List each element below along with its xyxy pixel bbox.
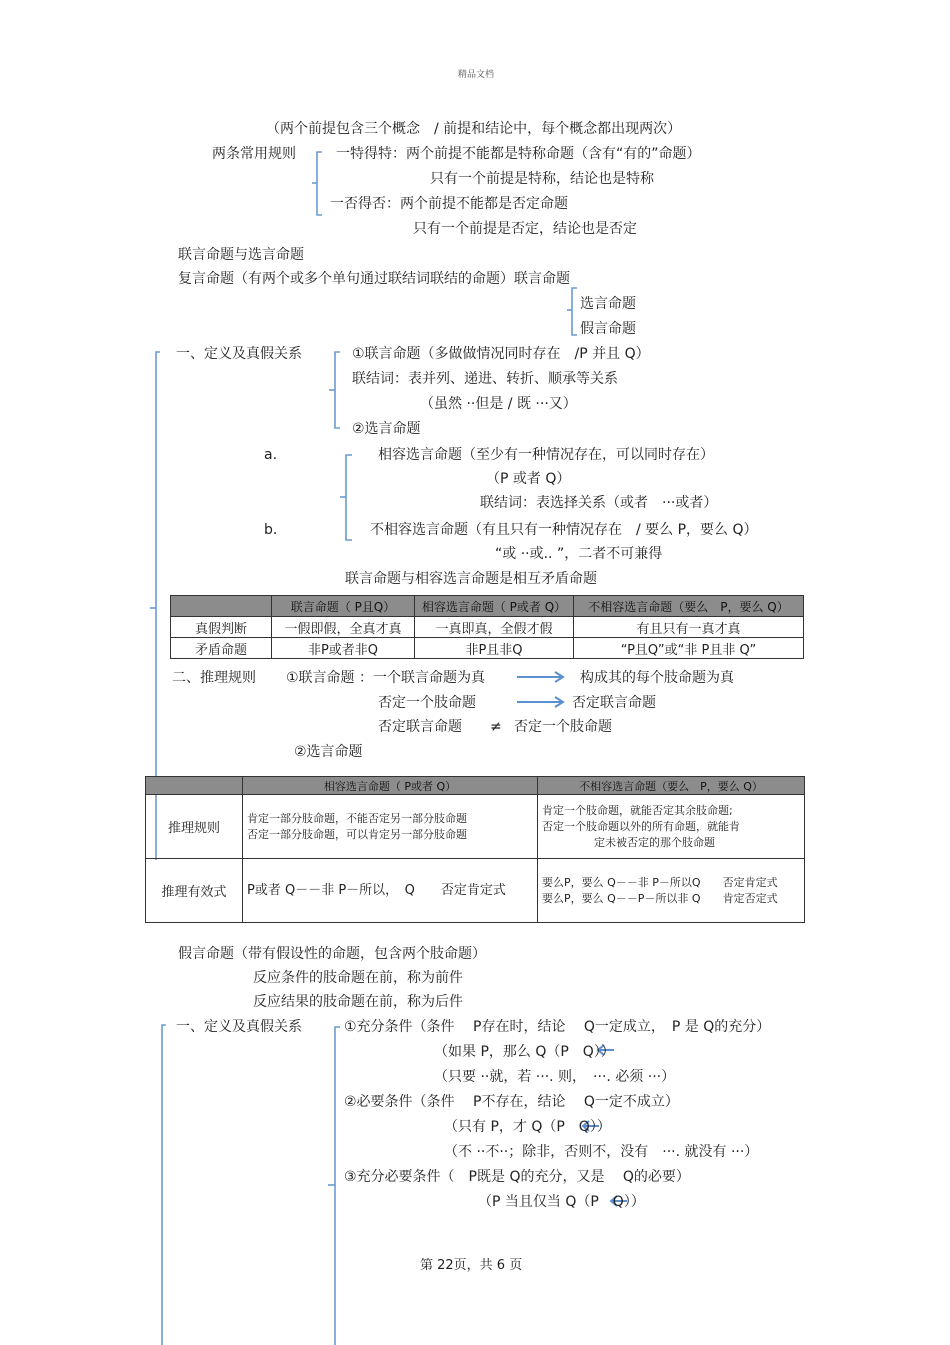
consequent-def: 反应结果的肢命题在前，称为后件 — [253, 994, 463, 1010]
connective-example: （虽然 ··但是 / 既 ···又） — [420, 396, 577, 412]
cell-line: 要么P，要么 Q－－非 P－所以Q 否定肯定式 — [542, 875, 778, 889]
not-equal-icon: ≠ — [490, 719, 502, 735]
table-header: 相容选言命题（ P或者 Q） — [243, 777, 538, 795]
rule-conj-1b: 构成其的每个肢命题为真 — [580, 670, 734, 686]
necessary-words: （不 ··不··；除非，否则不，没有 ···. 就没有 ···） — [444, 1144, 759, 1160]
compound-proposition: 复言命题（有两个或多个单句通过联结词联结的命题）联言命题 — [178, 271, 570, 287]
rule-disj-title: ②选言命题 — [294, 744, 363, 760]
table-row — [146, 859, 805, 923]
rules-title: 两条常用规则 — [212, 146, 296, 162]
hypothetical-title: 假言命题（带有假设性的命题，包含两个肢命题） — [178, 946, 486, 962]
disjunctive-item: 选言命题 — [580, 296, 636, 312]
page-header: 精品文档 — [458, 70, 495, 80]
table-cell — [538, 795, 805, 859]
rule-negative-sub: 只有一个前提是否定，结论也是否定 — [413, 221, 637, 237]
incompatible-def: 不相容选言命题（有且只有一种情况存在 / 要么 P，要么 Q） — [370, 522, 758, 538]
connective-def: 联结词：表并列、递进、转折、顺承等关系 — [352, 371, 618, 387]
sufficient-necessary-condition: ③充分必要条件（ P既是 Q的充分，又是 Q的必要） — [344, 1169, 690, 1185]
rule-conj-3b: 否定一个肢命题 — [514, 719, 612, 735]
table-row — [171, 638, 804, 659]
rule-conj-2a: 否定一个肢命题 — [378, 695, 476, 711]
hypothetical-item: 假言命题 — [580, 321, 636, 337]
table-cell: 推理有效式 — [146, 859, 243, 923]
rule-conj-3a: 否定联言命题 — [378, 719, 462, 735]
table-cell: 真假判断 — [171, 617, 272, 638]
section-title: 联言命题与选言命题 — [178, 247, 304, 263]
table-cell: 一真即真，全假才假 — [415, 617, 574, 638]
sufficient-necessary-form: （P 当且仅当 Q（P Q）） — [478, 1194, 645, 1210]
brace-rules — [317, 152, 322, 215]
incompatible-note: “或 ··或.. ”，二者不可兼得 — [495, 546, 663, 562]
table-header — [146, 777, 243, 795]
brace-conditions — [335, 1027, 340, 1345]
table-cell: “P且Q”或“非 P且非 Q” — [574, 638, 804, 659]
page-footer: 第 22页，共 6 页 — [420, 1258, 523, 1273]
arrow-icon — [517, 697, 563, 707]
cell-line: 肯定一部分肢命题，不能否定另一部分肢命题 — [247, 811, 467, 825]
rule-special: 一特得特：两个前提不能都是特称命题（含有“有的”命题） — [336, 146, 701, 162]
table-header: 联言命题（ P且Q） — [272, 596, 415, 617]
brace-disjunctive — [346, 455, 352, 540]
table-cell — [538, 859, 805, 923]
table-header: 不相容选言命题（要么 P，要么 Q） — [538, 777, 805, 795]
table-cell — [243, 795, 538, 859]
sufficient-form: （如果 P，那么 Q（P Q）） — [434, 1044, 615, 1060]
brace-definition — [335, 352, 340, 428]
definition-title: 一、定义及真假关系 — [176, 346, 302, 362]
cell-line: 要么P，要么 Q－－P－所以非 Q 肯定否定式 — [542, 891, 778, 905]
contradiction-note: 联言命题与相容选言命题是相互矛盾命题 — [345, 571, 597, 587]
rule-note: （两个前提包含三个概念 / 前提和结论中，每个概念都出现两次） — [266, 121, 682, 137]
label-b: b. — [264, 522, 278, 538]
necessary-condition: ②必要条件（条件 P不存在，结论 Q一定不成立） — [344, 1094, 679, 1110]
cell-line: 肯定一个肢命题，就能否定其余肢命题; — [542, 803, 733, 817]
sufficient-condition: ①充分条件（条件 P存在时，结论 Q一定成立， P 是 Q的充分） — [344, 1019, 771, 1035]
compatible-def: 相容选言命题（至少有一种情况存在，可以同时存在） — [378, 447, 714, 463]
necessary-form: （只有 P，才 Q（P Q）） — [444, 1119, 611, 1135]
table-cell: 一假即假，全真才真 — [272, 617, 415, 638]
table-header — [171, 596, 272, 617]
rules-section-title: 二、推理规则 — [172, 670, 256, 686]
cell-line: 定未被否定的那个肢命题 — [594, 835, 715, 849]
table-cell: 推理规则 — [146, 795, 243, 859]
brace-section-2 — [162, 1025, 166, 1345]
rule-conj-1a: ①联言命题 ：一个联言命题为真 — [286, 670, 486, 686]
cell-line: 否定一部分肢命题，可以肯定另一部分肢命题 — [247, 827, 467, 841]
hyp-definition-title: 一、定义及真假关系 — [176, 1019, 302, 1035]
table-cell: 有且只有一真才真 — [574, 617, 804, 638]
table-cell: 非P或者非Q — [272, 638, 415, 659]
rule-conj-2b: 否定联言命题 — [572, 695, 656, 711]
truth-table — [170, 595, 804, 659]
inference-table — [145, 776, 805, 923]
label-a: a. — [264, 447, 278, 463]
brace-compound — [572, 288, 577, 335]
table-row — [171, 617, 804, 638]
conjunctive-def: ①联言命题（多做做情况同时存在 /P 并且 Q） — [352, 346, 650, 362]
rule-special-sub: 只有一个前提是特称，结论也是特称 — [430, 171, 654, 187]
cell-line: 否定一个肢命题以外的所有命题，就能肯 — [542, 819, 740, 833]
table-cell: 非P且非Q — [415, 638, 574, 659]
antecedent-def: 反应条件的肢命题在前，称为前件 — [253, 970, 463, 986]
compatible-form: （P 或者 Q） — [486, 471, 571, 487]
disjunctive-def: ②选言命题 — [352, 421, 421, 437]
sufficient-words: （只要 ··就，若 ···. 则， ···. 必须 ···） — [434, 1069, 676, 1085]
table-header: 不相容选言命题（要么 P，要么 Q） — [574, 596, 804, 617]
compatible-connective: 联结词：表选择关系（或者 ···或者） — [480, 495, 718, 511]
table-cell: P或者 Q－－非 P－所以， Q 否定肯定式 — [243, 859, 538, 923]
table-header: 相容选言命题（ P或者 Q） — [415, 596, 574, 617]
table-row — [146, 795, 805, 859]
arrow-icon — [517, 672, 563, 682]
table-cell: 矛盾命题 — [171, 638, 272, 659]
rule-negative: 一否得否：两个前提不能都是否定命题 — [330, 196, 568, 212]
